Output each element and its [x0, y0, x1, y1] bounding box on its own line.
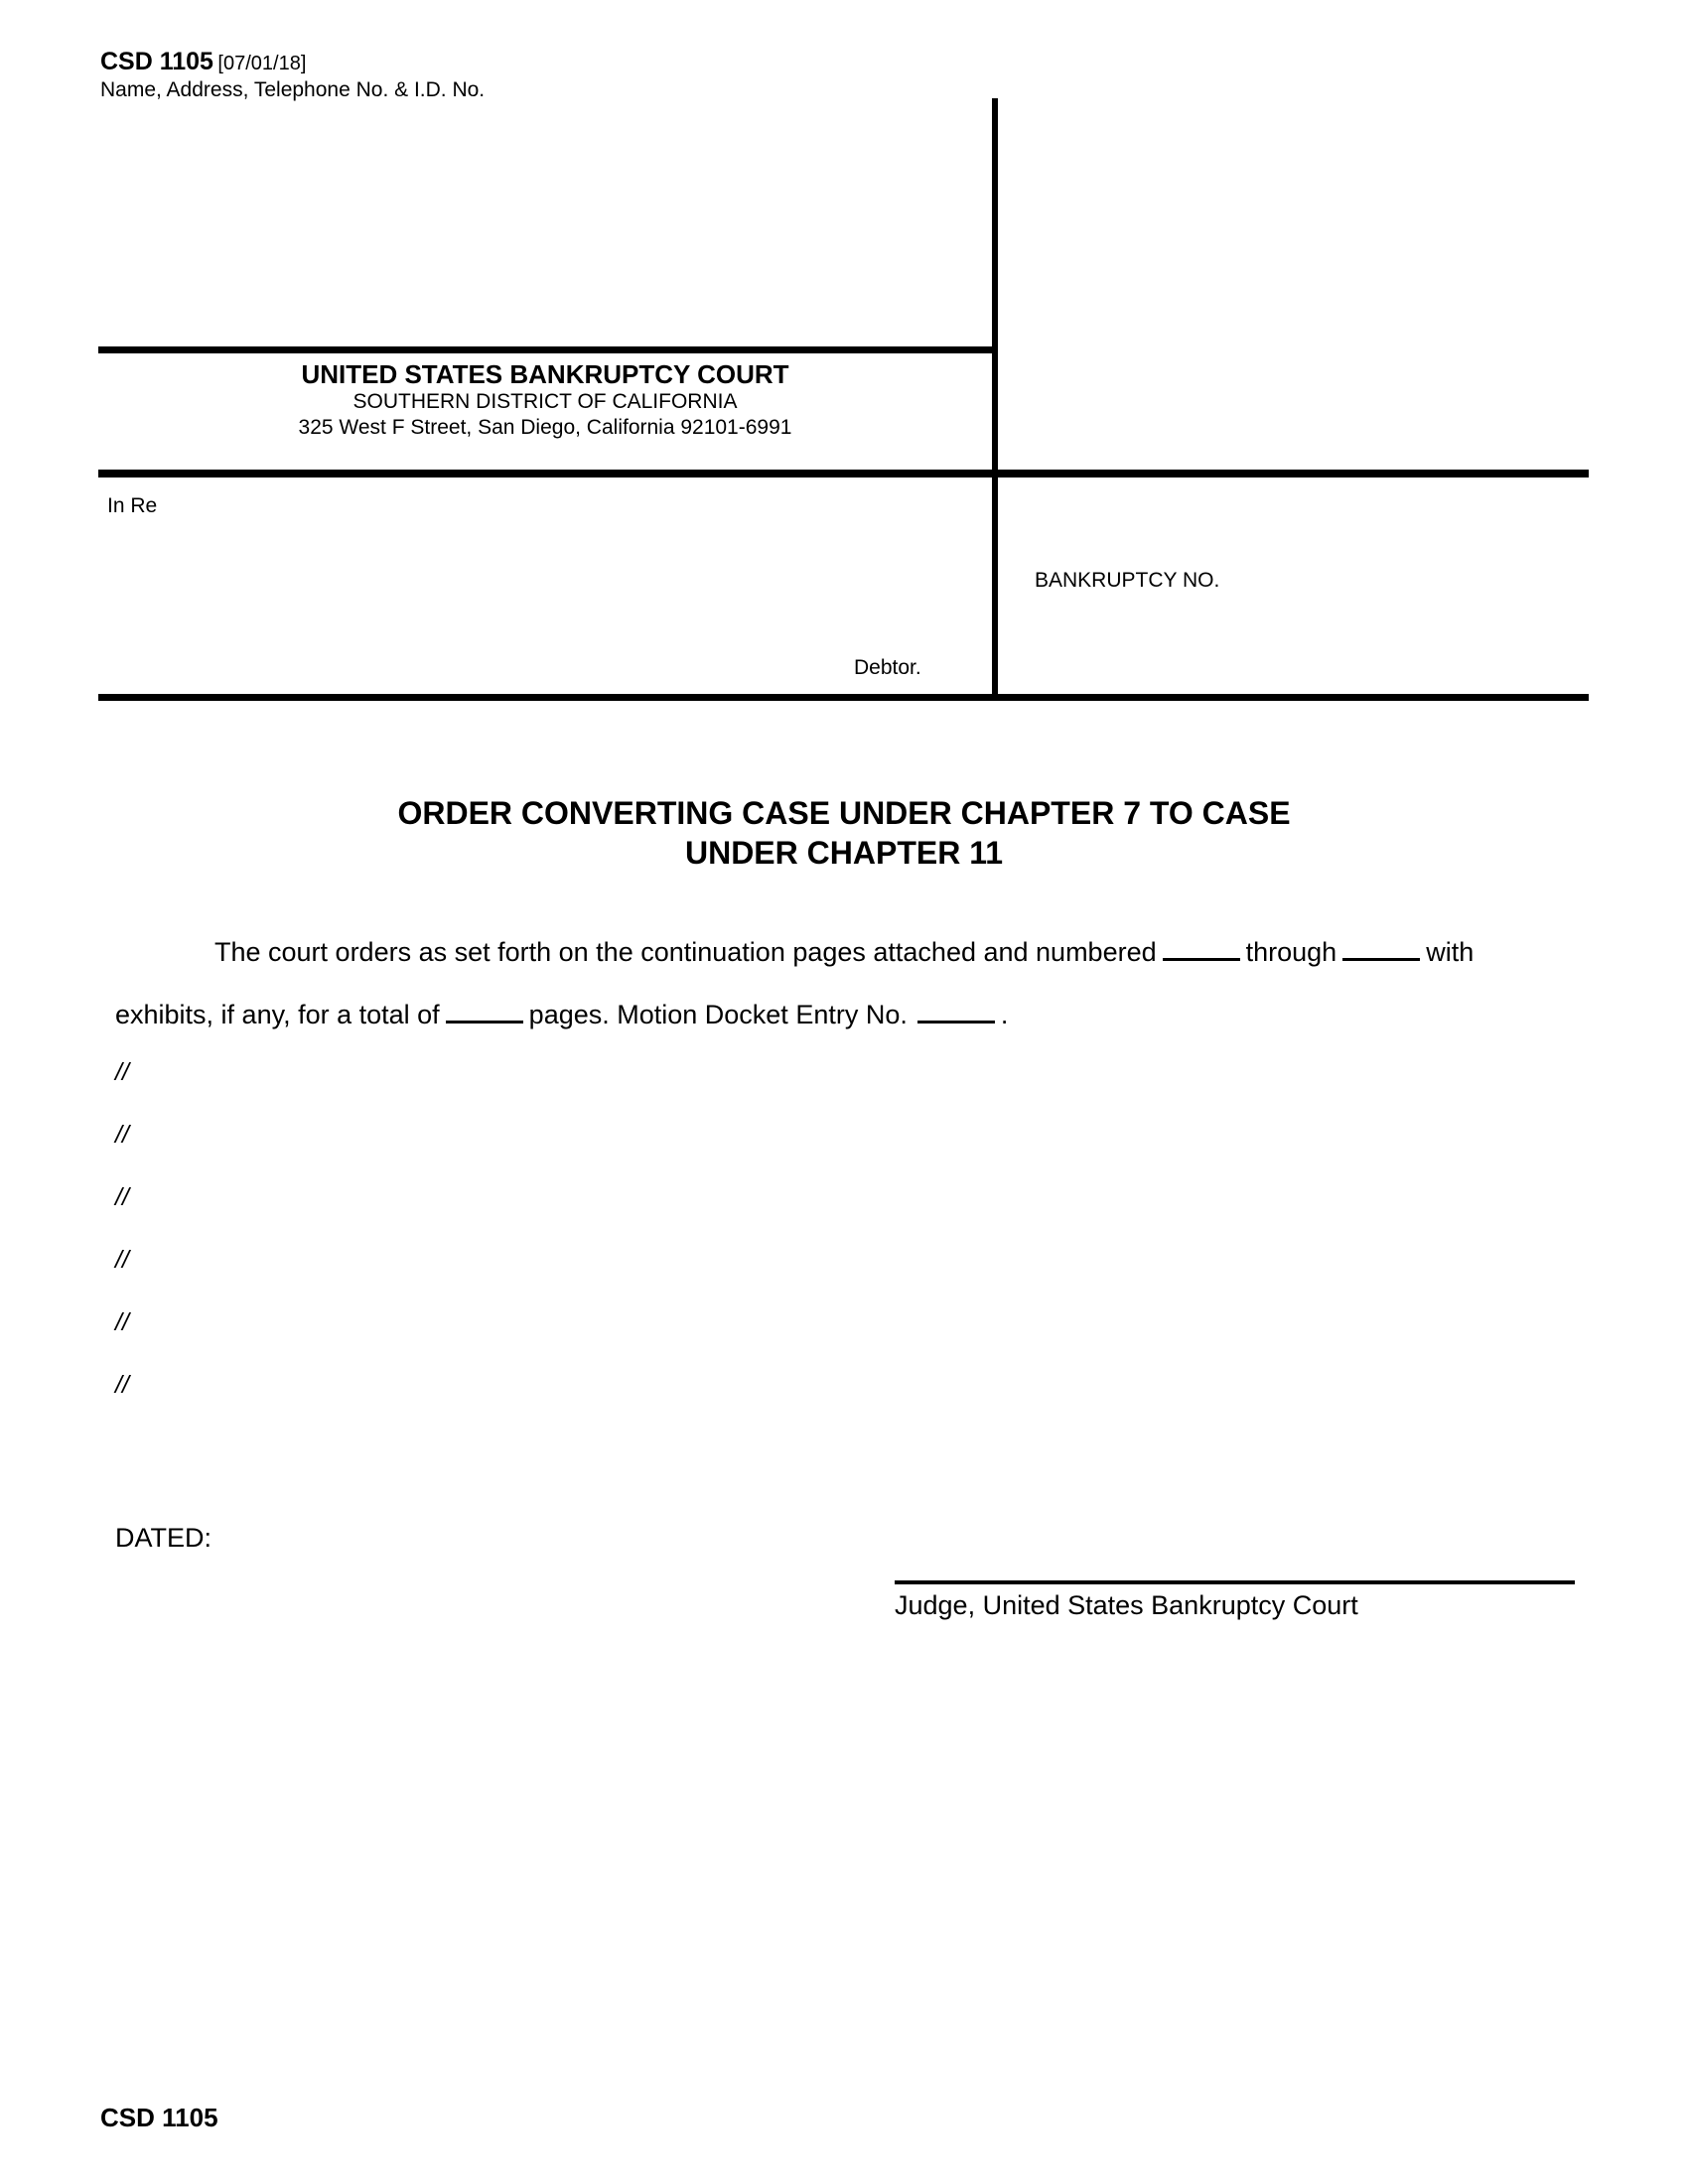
- caption-bottom-rule: [98, 694, 1589, 701]
- order-body-line-1: The court orders as set forth on the continuation pages attached and numbered through with: [214, 937, 1475, 967]
- page-from-blank[interactable]: [1163, 938, 1240, 961]
- caption-middle-rule: [98, 470, 1589, 478]
- attorney-info-label: Name, Address, Telephone No. & I.D. No.: [100, 78, 486, 101]
- docket-entry-blank[interactable]: [917, 1001, 995, 1024]
- dated-label: DATED:: [115, 1523, 212, 1553]
- total-pages-blank[interactable]: [446, 1001, 523, 1024]
- order-title-line-2: UNDER CHAPTER 11: [684, 835, 1004, 871]
- form-header: [100, 48, 306, 76]
- bankruptcy-no-field[interactable]: [1236, 564, 1574, 596]
- debtor-name-field[interactable]: [107, 526, 862, 655]
- court-name: UNITED STATES BANKRUPTCY COURT: [301, 359, 789, 389]
- continuation-mark: //: [115, 1183, 129, 1211]
- continuation-mark: //: [115, 1121, 129, 1149]
- attorney-info-field[interactable]: [100, 107, 984, 341]
- continuation-mark: //: [115, 1308, 129, 1336]
- order-body-line-2: exhibits, if any, for a total of pages. Motion Docket Entry No. .: [115, 1000, 1009, 1029]
- debtor-label: Debtor.: [854, 656, 921, 679]
- order-title: [0, 793, 1688, 873]
- continuation-mark: //: [115, 1058, 129, 1086]
- order-title-line-1: ORDER CONVERTING CASE UNDER CHAPTER 7 TO CASE: [397, 795, 1291, 831]
- continuation-mark: //: [115, 1246, 129, 1274]
- court-district: SOUTHERN DISTRICT OF CALIFORNIA: [352, 390, 738, 413]
- court-address: 325 West F Street, San Diego, California 92101-6991: [298, 416, 792, 439]
- in-re-label: In Re: [107, 494, 158, 517]
- caption-vertical-divider: [992, 98, 998, 701]
- judge-signature-label: Judge, United States Bankruptcy Court: [895, 1590, 1358, 1620]
- judge-signature-line[interactable]: [895, 1580, 1575, 1584]
- continuation-mark: //: [115, 1371, 129, 1399]
- date-field[interactable]: [223, 1519, 521, 1553]
- bankruptcy-no-label: BANKRUPTCY NO.: [1035, 569, 1220, 592]
- court-block: [98, 359, 992, 441]
- page-through-blank[interactable]: [1342, 938, 1420, 961]
- form-id: CSD 1105: [100, 48, 213, 75]
- form-revision-date: [07/01/18]: [217, 53, 307, 74]
- footer-form-id: CSD 1105: [100, 2103, 218, 2132]
- court-top-rule: [98, 346, 998, 353]
